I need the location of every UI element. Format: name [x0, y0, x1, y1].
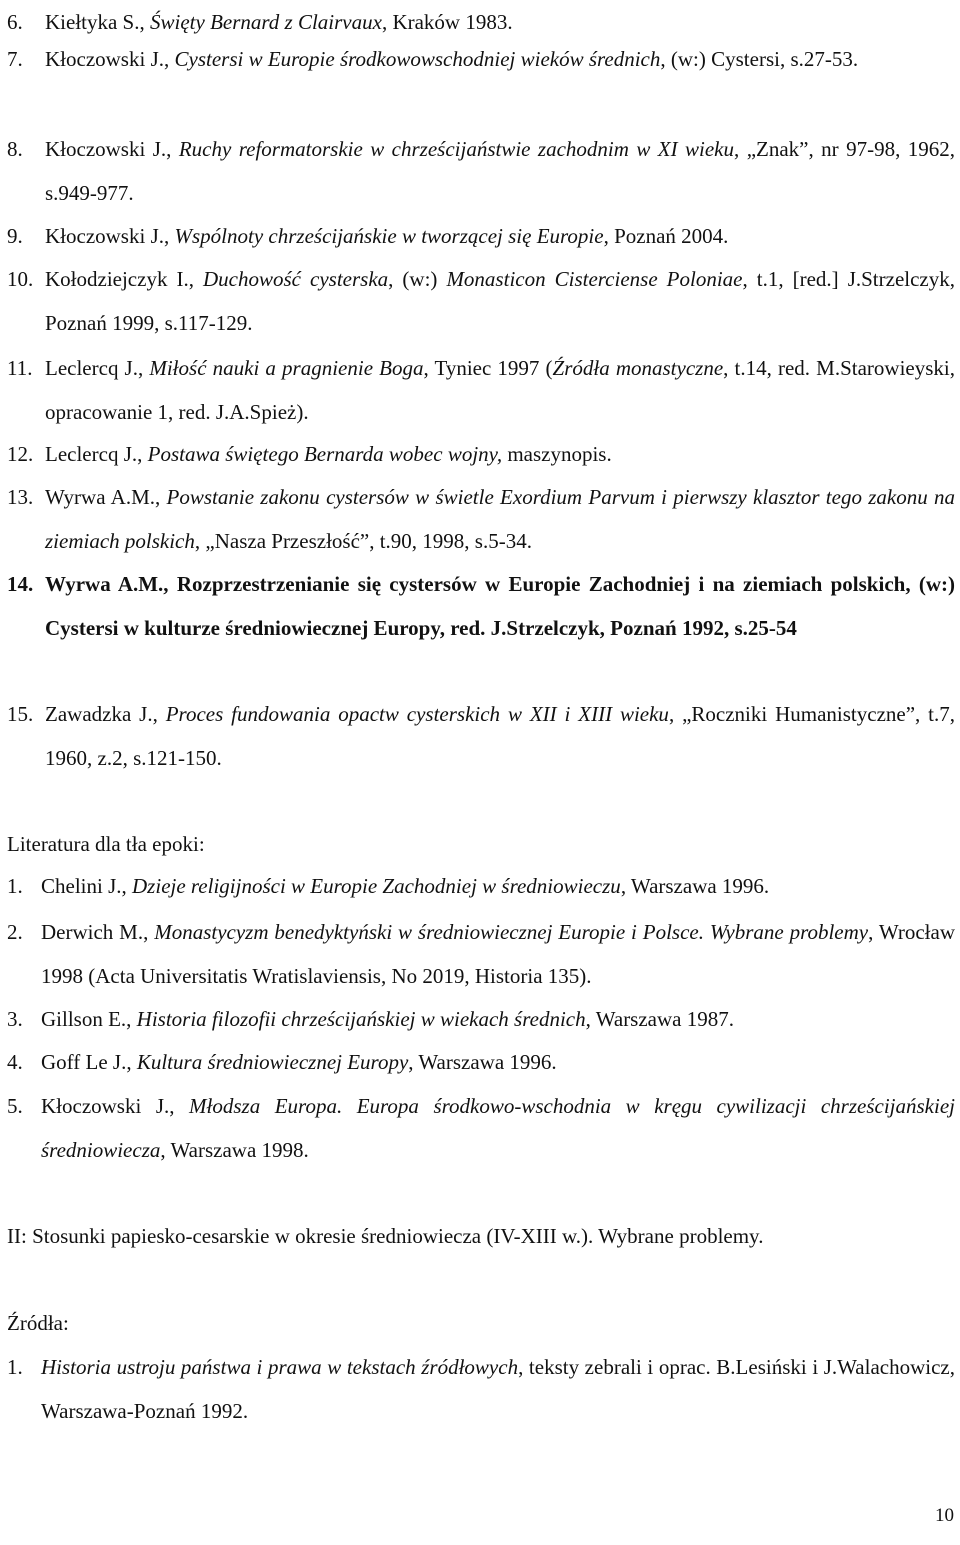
entry-number: 6. [7, 10, 23, 34]
entry-text-segment: Kłoczowski J., [45, 47, 175, 71]
entry-text-segment: , Kraków 1983. [381, 10, 513, 34]
literature-entry [7, 910, 955, 998]
entry-text [45, 562, 955, 650]
entry-text [45, 475, 955, 563]
literature-heading: Literatura dla tła epoki: [7, 832, 205, 856]
entry-text-segment: , Warszawa 1996. [620, 874, 770, 898]
bibliography-entry [7, 562, 955, 650]
entry-number: 1. [7, 874, 23, 898]
entry-number: 10. [7, 267, 34, 291]
entry-number: 3. [7, 1007, 23, 1031]
page-number: 10 [935, 1505, 954, 1526]
entry-text-segment: Wyrwa A.M., [45, 485, 167, 509]
italic-title: Źródła monastyczne [552, 356, 724, 380]
entry-text [45, 432, 955, 476]
entry-text-segment: Zawadzka J., [45, 702, 166, 726]
bibliography-entry [7, 692, 955, 780]
italic-title: Historia ustroju państwa i prawa w tekstach źródłowych [41, 1355, 519, 1379]
bibliography-entry [7, 127, 955, 215]
entry-number: 1. [7, 1355, 23, 1379]
entry-text [41, 1040, 955, 1084]
entry-text-segment: Kłoczowski J., [45, 224, 175, 248]
entry-number: 4. [7, 1050, 23, 1074]
italic-title: Postawa świętego Bernarda wobec wojny, [147, 442, 503, 466]
entry-number: 7. [7, 47, 23, 71]
italic-title: Powstanie zakonu cystersów w świetle Exordium Parvum i pierwszy klasztor tego zakonu na ziemiach polskich [45, 485, 955, 553]
source-entry [7, 1345, 955, 1433]
bibliography-entry [7, 37, 955, 81]
entry-text-segment: , t.14, red. M.Starowieyski, opracowanie 1, red. J.A.Spież). [45, 356, 955, 424]
entry-text-segment: Gillson E., [41, 1007, 137, 1031]
italic-title: Ruchy reformatorskie w chrześcijaństwie zachodnim w XI wieku [178, 137, 735, 161]
section-heading: II: Stosunki papiesko-cesarskie w okresie średniowiecza (IV-XIII w.). Wybrane problemy. [7, 1224, 764, 1248]
entry-number: 8. [7, 137, 23, 161]
entry-number: 14. [7, 572, 34, 596]
literature-entry [7, 1084, 955, 1172]
entry-text [45, 257, 955, 345]
entry-text [41, 864, 955, 908]
entry-number: 11. [7, 356, 33, 380]
entry-text-segment: Derwich M., [41, 920, 155, 944]
italic-title: Monasticon Cisterciense Poloniae [446, 267, 743, 291]
italic-title: Proces fundowania opactw cysterskich w XII i XIII wieku [165, 702, 669, 726]
entry-text [41, 1345, 955, 1433]
entry-text-segment: , Poznań 2004. [603, 224, 729, 248]
bibliography-entry [7, 346, 955, 434]
literature-entry [7, 864, 955, 908]
bibliography-entry [7, 214, 955, 258]
entry-number: 15. [7, 702, 34, 726]
entry-text [41, 1084, 955, 1172]
entry-text-segment: , Tyniec 1997 ( [423, 356, 553, 380]
entry-text-segment: , (w:) Cystersi, s.27-53. [660, 47, 859, 71]
entry-text [45, 346, 955, 434]
entry-text-segment: Kiełtyka S., [45, 10, 150, 34]
entry-text-segment: , Warszawa 1987. [585, 1007, 734, 1031]
entry-text-segment: Goff Le J., [41, 1050, 137, 1074]
italic-title: Młodsza Europa. Europa środkowo-wschodnia w kręgu cywilizacji chrześcijańskiej średniowiecza [41, 1094, 955, 1162]
italic-title: Miłość nauki a pragnienie Boga [149, 356, 424, 380]
bibliography-entry [7, 257, 955, 345]
italic-title: Cystersi w Europie środkowowschodniej wieków średnich [174, 47, 661, 71]
entry-text-segment: , „Nasza Przeszłość”, t.90, 1998, s.5-34. [194, 529, 532, 553]
entry-text-segment: , Wrocław 1998 (Acta Universitatis Wratislaviensis, No 2019, Historia 135). [41, 920, 955, 988]
entry-text-segment: , „Znak”, nr 97-98, 1962, s.949-977. [45, 137, 956, 205]
entry-text-segment: Leclercq J., [45, 356, 150, 380]
entry-text-segment: Chelini J., [41, 874, 133, 898]
italic-title: Historia filozofii chrześcijańskiej w wiekach średnich [136, 1007, 586, 1031]
entry-text-segment: , (w:) [388, 267, 447, 291]
literature-entry [7, 997, 955, 1041]
entry-text-segment: Kłoczowski J., [41, 1094, 190, 1118]
entry-text-segment: maszynopis. [502, 442, 612, 466]
entry-text-segment: , teksty zebrali i oprac. B.Lesiński i J.Walachowicz, Warszawa-Poznań 1992. [41, 1355, 955, 1423]
italic-title: Kultura średniowiecznej Europy [136, 1050, 409, 1074]
italic-title: Duchowość cysterska [203, 267, 389, 291]
italic-title: Monastycyzm benedyktyński w średniowiecznej Europie i Polsce. Wybrane problemy [154, 920, 869, 944]
entry-text-segment: Kłoczowski J., [45, 137, 179, 161]
literature-entry [7, 1040, 955, 1084]
bibliography-entry [7, 432, 955, 476]
italic-title: Wspólnoty chrześcijańskie w tworzącej się Europie [174, 224, 604, 248]
bibliography-entry [7, 475, 955, 563]
entry-number: 9. [7, 224, 23, 248]
entry-text-segment: , „Roczniki Humanistyczne”, t.7, 1960, z.2, s.121-150. [45, 702, 956, 770]
entry-text-segment: , Warszawa 1998. [160, 1138, 309, 1162]
entry-text [45, 214, 955, 258]
entry-text [45, 37, 955, 81]
entry-number: 13. [7, 485, 34, 509]
italic-title: Święty Bernard z Clairvaux [150, 10, 382, 34]
entry-number: 2. [7, 920, 23, 944]
italic-title: Dzieje religijności w Europie Zachodniej w średniowieczu [132, 874, 621, 898]
entry-text-segment: , Warszawa 1996. [408, 1050, 557, 1074]
entry-number: 5. [7, 1094, 23, 1118]
entry-text-segment: , t.1, [red.] J.Strzelczyk, Poznań 1999, s.117-129. [45, 267, 955, 335]
entry-text [45, 127, 955, 215]
entry-text [41, 997, 955, 1041]
entry-text-segment: Wyrwa A.M., Rozprzestrzenianie się cystersów w Europie Zachodniej i na ziemiach polskich, (w:) Cystersi w kulturze średniowiecznej Europy, red. J.Strzelczyk, Poznań 1992, s.25-54 [45, 572, 955, 640]
entry-number: 12. [7, 442, 34, 466]
sources-heading: Źródła: [7, 1311, 69, 1335]
entry-text-segment: Leclercq J., [45, 442, 148, 466]
entry-text [45, 692, 955, 780]
entry-text [41, 910, 955, 998]
entry-text-segment: Kołodziejczyk I., [45, 267, 203, 291]
